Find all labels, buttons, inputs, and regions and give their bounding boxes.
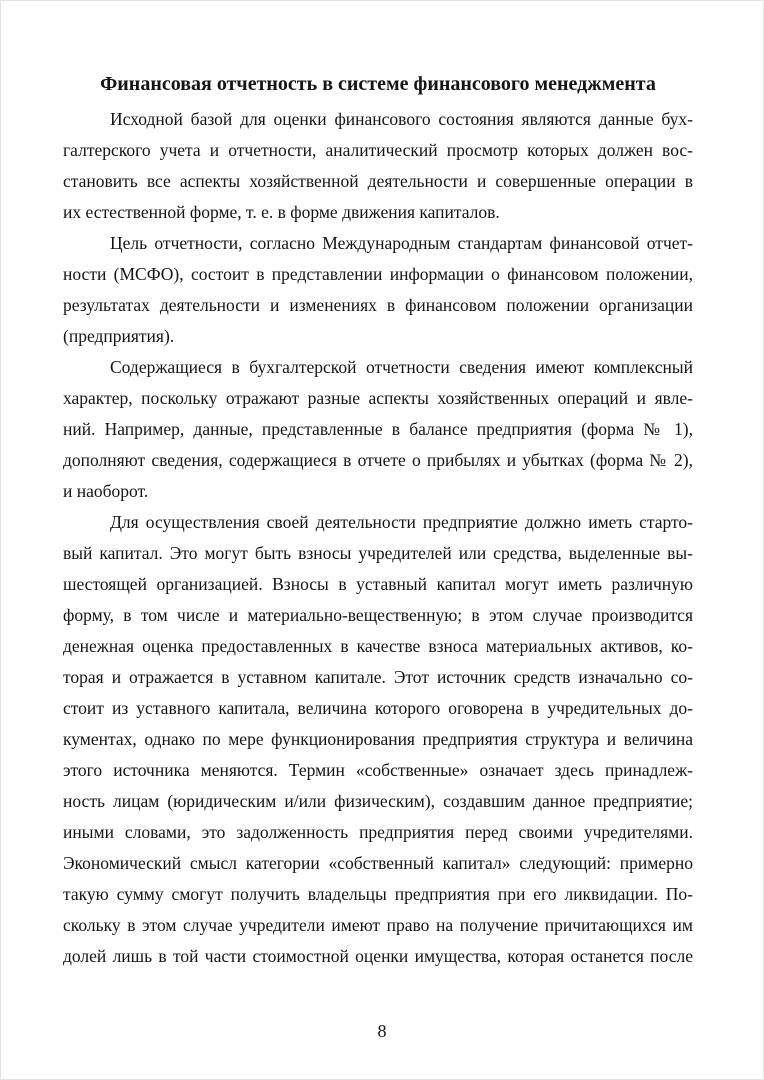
text-line: такую сумму смогут получить владельцы предприятия при его ликвидации. По- [63, 884, 693, 904]
page-number: 8 [377, 1021, 387, 1041]
text-line: долей лишь в той части стоимостной оценки имущества, которая останется после [63, 946, 693, 966]
text-line: (предприятия). [63, 326, 175, 346]
text-line: их естественной форме, т. е. в форме движения капиталов. [63, 202, 500, 222]
text-line: ний. Например, данные, представленные в балансе предприятия (форма № 1), [63, 419, 693, 439]
text-line: Исходной базой для оценки финансового состояния являются данные бух- [110, 109, 693, 129]
text-line: галтерского учета и отчетности, аналитический просмотр которых должен вос- [63, 140, 693, 160]
text-line: форму, в том числе и материально-вещественную; в этом случае производится [63, 605, 693, 625]
text-line: шестоящей организацией. Взносы в уставный капитал могут иметь различную [63, 574, 693, 594]
paragraph-4 [63, 507, 693, 972]
text-line: характер, поскольку отражают разные аспекты хозяйственных операций и явле- [63, 388, 693, 408]
text-line: этого источника меняются. Термин «собственные» означает здесь принадлеж- [63, 760, 693, 780]
text-line: торая и отражается в уставном капитале. Этот источник средств изначально со- [63, 667, 693, 687]
text-line: ность лицам (юридическим и/или физическим), создавшим данное предприятие; [63, 791, 693, 811]
text-line: Для осуществления своей деятельности предприятие должно иметь старто- [110, 512, 693, 532]
page-title: Финансовая отчетность в системе финансового менеджмента [100, 73, 656, 95]
text-line: и наоборот. [63, 481, 149, 501]
paragraph-1 [63, 104, 693, 228]
paragraph-3 [63, 352, 693, 507]
text-line: результатах деятельности и изменениях в финансовом положении организации [63, 295, 693, 315]
text-line: дополняют сведения, содержащиеся в отчете о прибылях и убытках (форма № 2), [63, 450, 693, 470]
text-line: Цель отчетности, согласно Международным стандартам финансовой отчет- [110, 233, 693, 253]
text-line: ности (МСФО), состоит в представлении информации о финансовом положении, [63, 264, 693, 284]
text-line: кументах, однако по мере функционирования предприятия структура и величина [63, 729, 693, 749]
text-line: Содержащиеся в бухгалтерской отчетности сведения имеют комплексный [110, 357, 693, 377]
text-line: становить все аспекты хозяйственной деятельности и совершенные операции в [63, 171, 693, 191]
text-line: стоит из уставного капитала, величина которого оговорена в учредительных до- [63, 698, 693, 718]
text-line: Экономический смысл категории «собственный капитал» следующий: примерно [63, 853, 693, 873]
document-body [63, 104, 693, 972]
text-line: скольку в этом случае учредители имеют право на получение причитающихся им [63, 915, 693, 935]
paragraph-2 [63, 228, 693, 352]
text-line: вый капитал. Это могут быть взносы учредителей или средства, выделенные вы- [63, 543, 693, 563]
text-line: денежная оценка предоставленных в качестве взноса материальных активов, ко- [63, 636, 693, 656]
text-line: иными словами, это задолженность предприятия перед своими учредителями. [63, 822, 693, 842]
